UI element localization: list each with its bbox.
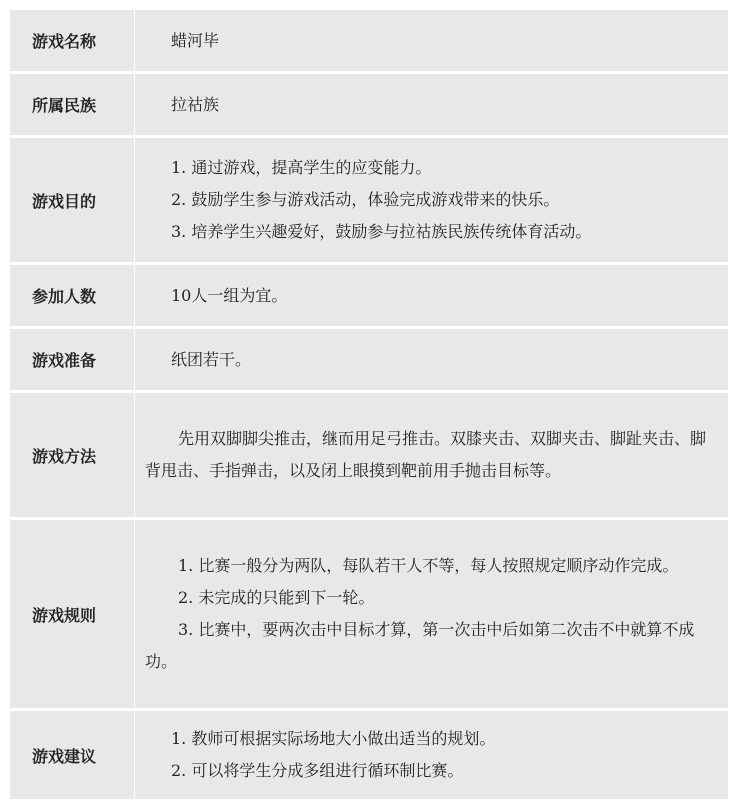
list-item: 3. 比赛中，要两次击中目标才算，第一次击中后如第二次击不中就算不成功。 [145,620,695,671]
label-ethnic-group: 所属民族 [10,74,134,135]
value-participants [135,265,728,326]
value-preparation [135,329,728,390]
list-item: 1. 通过游戏，提高学生的应变能力。 [171,158,432,177]
text-line: 10人一组为宜。 [171,285,288,305]
label-game-rules: 游戏规则 [10,520,134,708]
label-game-purpose: 游戏目的 [10,138,134,262]
list-item: 2. 未完成的只能到下一轮。 [178,588,375,607]
list-item: 1. 比赛一般分为两队，每队若干人不等，每人按照规定顺序动作完成。 [178,556,679,575]
value-game-rules [135,520,728,708]
label-game-method: 游戏方法 [10,393,134,517]
label-participants: 参加人数 [10,265,134,326]
text-line: 拉祜族 [171,94,220,114]
list-item: 2. 可以将学生分成多组进行循环制比赛。 [171,761,464,780]
value-game-method [135,393,728,517]
label-game-name: 游戏名称 [10,10,134,71]
value-game-suggestions [135,711,728,799]
value-game-purpose [135,138,728,262]
label-preparation: 游戏准备 [10,329,134,390]
game-info-table [10,10,728,799]
value-game-name [135,10,728,71]
value-ethnic-group [135,74,728,135]
text-line: 纸团若干。 [171,349,252,369]
paragraph: 先用双脚脚尖推击，继而用足弓推击。双膝夹击、双脚夹击、脚趾夹击、脚背甩击、手指弹击，以及闭上眼摸到靶前用手抛击目标等。 [145,429,707,480]
list-item: 3. 培养学生兴趣爱好，鼓励参与拉祜族民族传统体育活动。 [171,222,592,241]
text-line: 蜡河毕 [171,30,220,50]
list-item: 2. 鼓励学生参与游戏活动，体验完成游戏带来的快乐。 [171,190,560,209]
list-item: 1. 教师可根据实际场地大小做出适当的规划。 [171,729,496,748]
label-game-suggestions: 游戏建议 [10,711,134,799]
